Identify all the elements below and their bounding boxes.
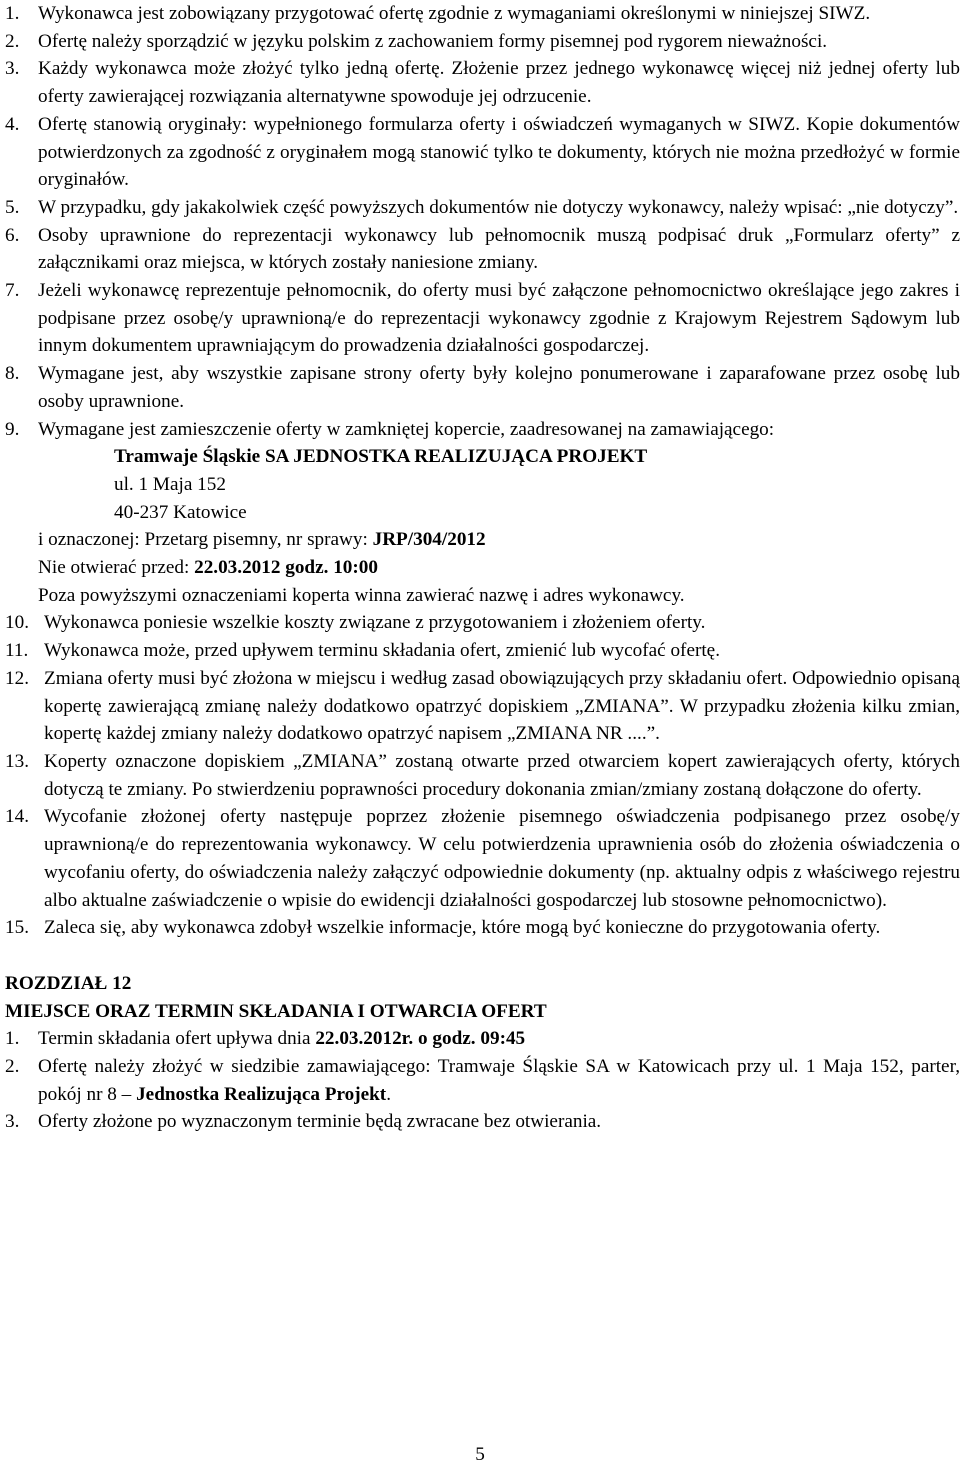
list-item [5, 277, 960, 360]
item-number: 1. [5, 1028, 20, 1050]
list-item [5, 416, 960, 444]
list-item [5, 360, 960, 415]
case-number: JRP/304/2012 [372, 529, 486, 551]
unit-name: Jednostka Realizująca Projekt [136, 1083, 387, 1105]
item-text: Jeżeli wykonawcę reprezentuje pełnomocnik, do oferty musi być załączone pełnomocnictwo określające jego zakres i podpisane przez osobę/y uprawnioną/e do reprezentacji wykonawcy zgodnie z Krajowym Rejestrem Sądowym lub innym dokumentem uprawniającym do prowadzenia działalności gospodarczej. [38, 280, 960, 357]
item-text: Wykonawca poniesie wszelkie koszty związane z przygotowaniem i złożeniem oferty. [44, 612, 706, 634]
address-city: 40-237 Katowice [114, 501, 247, 523]
address-name: Tramwaje Śląskie SA JEDNOSTKA REALIZUJĄCA PROJEKT [114, 446, 648, 468]
item-number: 13. [5, 750, 29, 772]
item-text: Ofertę stanowią oryginały: wypełnionego formularza oferty i oświadczeń wymaganych w SIWZ. Kopie dokumentów potwierdzonych za zgodność z oryginałem mogą stanowić tylko te dokumenty, których nie można przedłożyć w formie oryginałów. [38, 113, 960, 191]
list-item [5, 55, 960, 110]
item-number: 9. [5, 418, 20, 440]
item-text: Koperty oznaczone dopiskiem „ZMIANA” zostaną otwarte przed otwarciem kopert zawierających oferty, których dotyczą te zmiany. Po stwierdzeniu poprawności procedury dokonania zmian/zmiany zostaną dołączone do oferty. [44, 750, 960, 800]
list-item [5, 748, 960, 803]
item-number: 7. [5, 280, 20, 302]
item-number: 1. [5, 3, 20, 24]
item-number: 3. [5, 58, 20, 80]
marking-case-label: i oznaczonej: Przetarg pisemny, nr sprawy: [38, 529, 373, 551]
list-item [5, 0, 960, 28]
item-number: 6. [5, 224, 20, 246]
deadline-date: 22.03.2012r. o godz. 09:45 [315, 1028, 526, 1050]
item-number: 15. [5, 917, 29, 939]
item-number: 5. [5, 196, 20, 218]
item-text: Wycofanie złożonej oferty następuje poprzez złożenie pisemnego oświadczenia podpisanego przez osobę/y uprawnioną/e do reprezentowania wykonawcy. W celu potwierdzenia uprawnienia osób do złożenia oświadczenia o wycofaniu oferty, do oświadczenia należy załączyć odpowiednie dokumenty (np. aktualny odpis z właściwego rejestru albo aktualne zaświadczenie o wpisie do ewidencji działalności gospodarczej lub stosowne pełnomocnictwo). [44, 806, 960, 911]
item-text: Oferty złożone po wyznaczonym terminie będą zwracane bez otwierania. [38, 1111, 602, 1133]
item-number: 14. [5, 806, 29, 828]
item-number: 10. [5, 612, 29, 634]
item-text: Wykonawca może, przed upływem terminu składania ofert, zmienić lub wycofać ofertę. [44, 640, 720, 662]
item-text: Osoby uprawnione do reprezentacji wykonawcy lub pełnomocnik muszą podpisać druk „Formularz oferty” z załącznikami oraz miejsca, w których zostały naniesione zmiany. [38, 224, 960, 274]
list-item [5, 803, 960, 914]
section-spacer [5, 942, 960, 970]
list-item [5, 665, 960, 748]
item-number: 11. [5, 640, 29, 662]
envelope-marking [5, 526, 960, 609]
item-text: W przypadku, gdy jakakolwiek część powyższych dokumentów nie dotyczy wykonawcy, należy wpisać: „nie dotyczy”. [38, 196, 959, 218]
item-number: 2. [5, 1056, 20, 1078]
list-item [5, 609, 960, 637]
item-text: Wykonawca jest zobowiązany przygotować ofertę zgodnie z wymaganiami określonymi w niniejszej SIWZ. [38, 3, 871, 24]
marking-date-line [38, 554, 960, 582]
marking-case-line [38, 526, 960, 554]
item-text: Zaleca się, aby wykonawca zdobył wszelkie informacje, które mogą być konieczne do przygotowania oferty. [44, 917, 881, 939]
marking-note: Poza powyższymi oznaczeniami koperta winna zawierać nazwę i adres wykonawcy. [38, 584, 685, 606]
address-street: ul. 1 Maja 152 [114, 473, 226, 495]
marking-date-label: Nie otwierać przed: [38, 557, 195, 579]
item-suffix: . [386, 1083, 391, 1105]
list-item [5, 1108, 960, 1136]
item-number: 4. [5, 113, 20, 135]
list-item [5, 194, 960, 222]
list-item [5, 28, 960, 56]
list-item [5, 1025, 960, 1053]
item-text: Wymagane jest, aby wszystkie zapisane strony oferty były kolejno ponumerowane i zaparafowane przez osobę lub osoby uprawnione. [38, 363, 960, 412]
item-text: Zmiana oferty musi być złożona w miejscu i według zasad obowiązujących przy składaniu ofert. Odpowiednio opisaną kopertę zawierającą zmianę należy dodatkowo opatrzyć dopiskiem „ZMIANA”. W przypadku złożenia kilku zmian, kopertę każdej zmiany należy dodatkowo opatrzyć napisem „ZMIANA NR ....”. [44, 667, 960, 745]
item-number: 3. [5, 1111, 20, 1133]
page-number: 5 [475, 1444, 485, 1465]
chapter-title: MIEJSCE ORAZ TERMIN SKŁADANIA I OTWARCIA OFERT [5, 1000, 547, 1022]
item-text: Termin składania ofert upływa dnia [38, 1028, 316, 1050]
item-text: Każdy wykonawca może złożyć tylko jedną ofertę. Złożenie przez jednego wykonawcę więcej niż jednej oferty lub oferty zawierającej rozwiązania alternatywne spowoduje jej odrzucenie. [38, 58, 960, 108]
list-item [5, 111, 960, 194]
open-date: 22.03.2012 godz. 10:00 [194, 557, 378, 579]
chapter-label: ROZDZIAŁ 12 [5, 972, 132, 994]
list-item [5, 222, 960, 277]
item-number: 8. [5, 363, 20, 385]
item-text: Wymagane jest zamieszczenie oferty w zamkniętej kopercie, zaadresowanej na zamawiającego: [38, 418, 775, 440]
item-number: 2. [5, 30, 20, 52]
item-text: Ofertę należy sporządzić w języku polskim z zachowaniem formy pisemnej pod rygorem nieważności. [38, 30, 828, 52]
item-number: 12. [5, 667, 29, 689]
mailing-address [5, 443, 960, 526]
list-item [5, 1053, 960, 1108]
list-item [5, 914, 960, 942]
document-page [5, 0, 960, 1136]
item-text: Ofertę należy złożyć w siedzibie zamawiającego: Tramwaje Śląskie SA w Katowicach przy ul. 1 Maja 152, parter, pokój nr 8 – [38, 1056, 960, 1105]
list-item [5, 637, 960, 665]
